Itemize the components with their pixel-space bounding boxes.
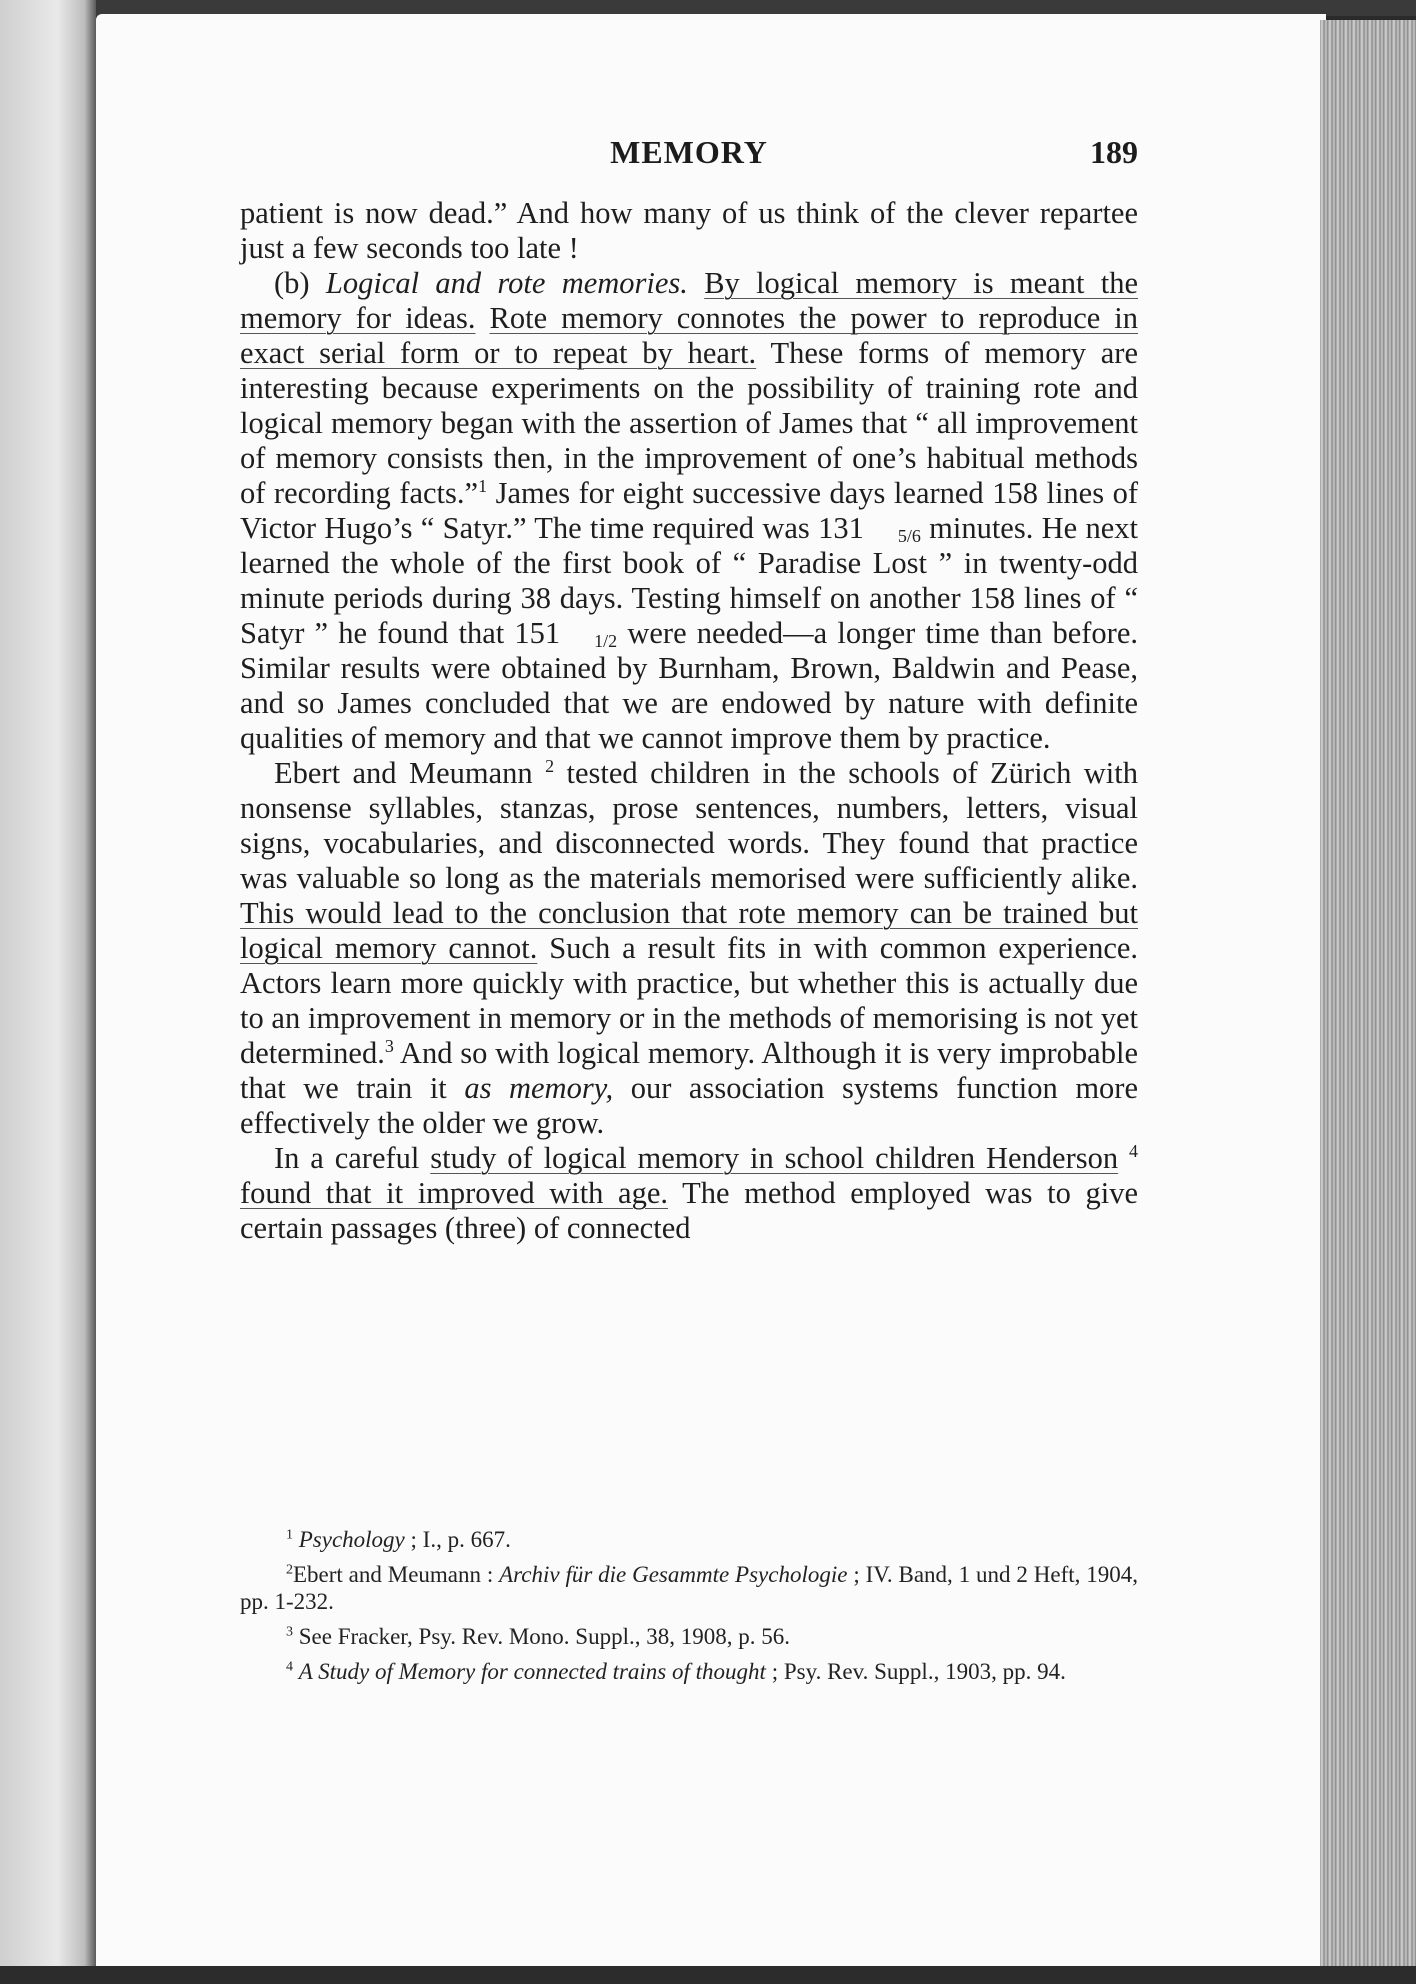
footnote <box>240 1561 1138 1615</box>
footnote-ref: 1 <box>478 475 488 496</box>
running-head <box>240 134 1138 174</box>
footnote-number: 4 <box>286 1659 293 1675</box>
paragraph-text: The method employed was to give certain passages (three) of connected <box>240 1176 1139 1245</box>
paragraph-text: And so with logical memory. Although it is very improbable that we train it <box>240 1036 1138 1105</box>
emphasis: as memory, <box>464 1071 614 1105</box>
section-heading: Logical and rote memories. <box>325 266 688 300</box>
page-stack-edge <box>1320 20 1416 1966</box>
footnote-text: ; IV. Band, 1 und 2 Heft, 1904, pp. 1-232. <box>240 1562 1138 1614</box>
footnote-number: 2 <box>286 1562 293 1578</box>
footnote-title: Archiv für die Gesammte Psychologie <box>499 1562 848 1587</box>
footnotes <box>240 1526 1138 1693</box>
footnote-ref: 4 <box>1129 1140 1139 1161</box>
footnote-number: 1 <box>286 1527 293 1543</box>
paragraph-text: In a careful <box>274 1141 420 1175</box>
paragraph-4 <box>240 1141 1138 1246</box>
footnote-title: Psychology <box>298 1527 405 1552</box>
underlined-passage: By logical memory is meant the memory for ideas. <box>240 266 1139 335</box>
footnote-title: A Study of Memory for connected trains of thought <box>298 1659 766 1684</box>
footnote-number: 3 <box>286 1624 293 1640</box>
paragraph-text: were needed—a longer time than before. Similar results were obtained by Burnham, Brown, Baldwin and Pease, and so James concluded that we are endowed by nature with definite qualities of memory and that we cannot improve them by practice. <box>240 616 1138 755</box>
scan-bottom-edge <box>0 1966 1416 1984</box>
footnote-text: See Fracker, Psy. Rev. Mono. Suppl., 38, 1908, p. 56. <box>298 1624 790 1649</box>
footnote-ref: 2 <box>545 755 555 776</box>
paragraph-1 <box>240 196 1138 266</box>
footnote <box>240 1658 1138 1685</box>
footnote-text: ; Psy. Rev. Suppl., 1903, pp. 94. <box>765 1659 1066 1684</box>
facing-page-edge <box>0 0 96 1984</box>
footnote-ref: 3 <box>384 1035 394 1056</box>
paragraph-text: patient is now dead.” And how many of us think of the clever repartee just a few seconds too late ! <box>240 196 1138 265</box>
chapter-title: MEMORY <box>610 134 768 170</box>
fraction: 1/2 <box>594 631 618 651</box>
paragraph-text: James for eight successive days learned 158 lines of Victor Hugo’s “ Satyr.” The time required was 131 <box>240 476 1139 545</box>
underlined-passage: Rote memory connotes the power to reproduce in exact serial form or to repeat by heart. <box>240 301 1138 370</box>
body-text <box>240 196 1138 1246</box>
footnote <box>240 1623 1138 1650</box>
underlined-passage: This would lead to the conclusion that rote memory can be trained but logical memory cannot. <box>240 896 1138 965</box>
paragraph-text: minutes. He next learned the whole of the first book of “ Paradise Lost ” in twenty-odd minute periods during 38 days. Testing himself on another 158 lines of “ Satyr ” he found that 151 <box>240 511 1139 650</box>
underlined-passage: study of logical memory in school children Henderson <box>430 1141 1119 1175</box>
paragraph-text: Such a result fits in with common experience. Actors learn more quickly with practice, but whether this is actually due to an improvement in memory or in the methods of memorising is not yet determined. <box>240 931 1139 1070</box>
paragraph-text: These forms of memory are interesting because experiments on the possibility of training rote and logical memory began with the assertion of James that “ all improvement of memory consists then, in the improvement of one’s habitual methods of recording facts.” <box>240 336 1138 510</box>
underlined-passage: found that it improved with age. <box>240 1176 668 1210</box>
paragraph-text: our association systems function more effectively the older we grow. <box>240 1071 1138 1140</box>
section-label: (b) <box>274 266 310 300</box>
footnote-text: Ebert and Meumann : <box>293 1562 500 1587</box>
paragraph-3 <box>240 756 1138 1141</box>
footnote-text: ; I., p. 667. <box>404 1527 511 1552</box>
footnote <box>240 1526 1138 1553</box>
paragraph-text: tested children in the schools of Zürich with nonsense syllables, stanzas, prose sentences, numbers, letters, visual signs, vocabularies, and disconnected words. They found that practice was valuable so long as the materials memorised were sufficiently alike. <box>240 756 1138 895</box>
paragraph-text: Ebert and Meumann <box>274 756 533 790</box>
fraction: 5/6 <box>897 526 921 546</box>
page-number: 189 <box>1090 134 1138 170</box>
paragraph-2 <box>240 266 1138 756</box>
